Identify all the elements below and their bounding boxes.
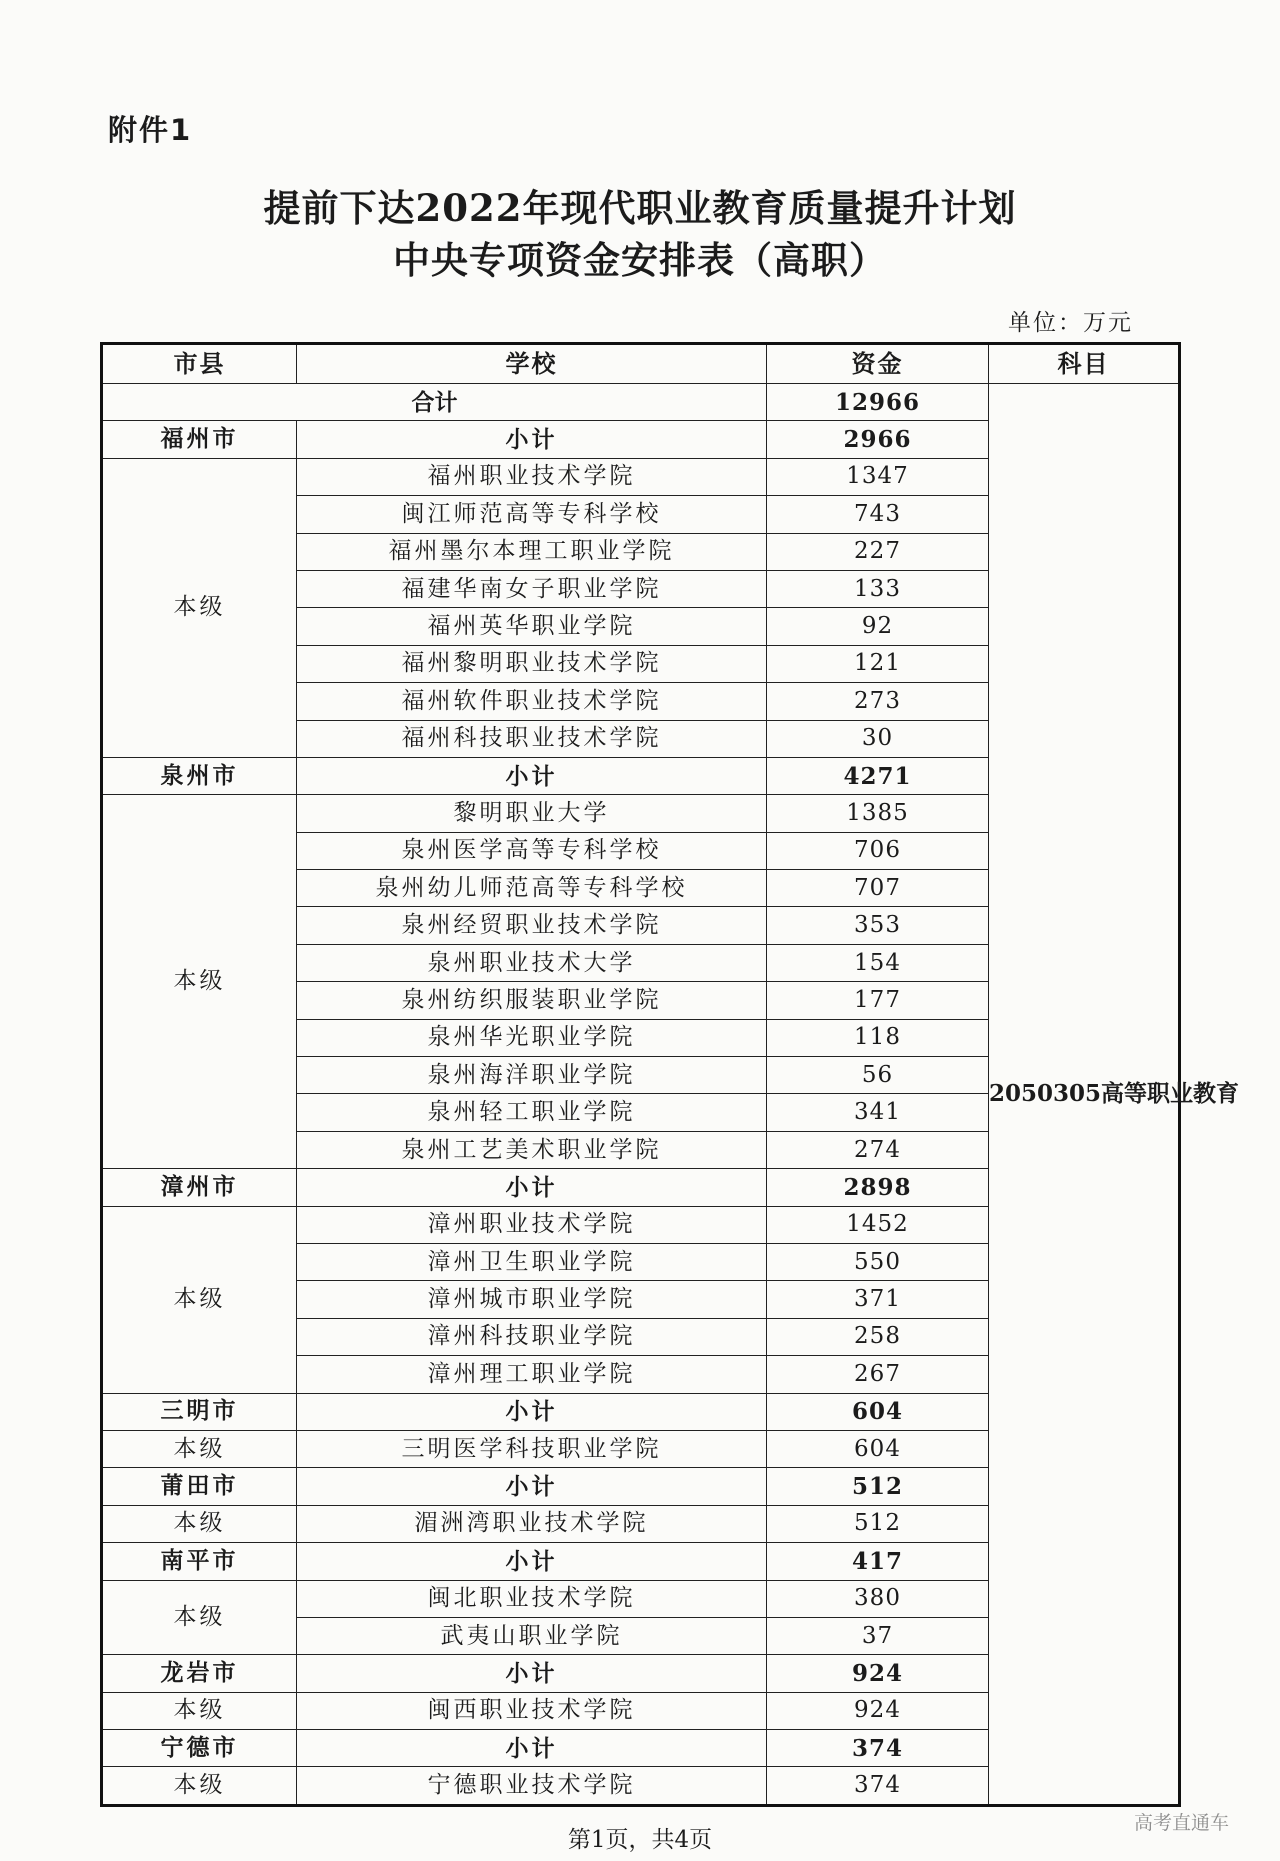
school-amount: 706 xyxy=(767,832,989,869)
school-name: 泉州轻工职业学院 xyxy=(297,1094,767,1131)
city-name: 三明市 xyxy=(102,1393,297,1430)
watermark: 高考直通车 xyxy=(1134,1812,1230,1834)
school-amount: 56 xyxy=(767,1057,989,1094)
school-name: 漳州职业技术学院 xyxy=(297,1206,767,1243)
city-name: 龙岩市 xyxy=(102,1655,297,1692)
school-amount: 604 xyxy=(767,1430,989,1467)
school-name: 福州职业技术学院 xyxy=(297,458,767,495)
school-name: 泉州纺织服装职业学院 xyxy=(297,982,767,1019)
school-name: 湄洲湾职业技术学院 xyxy=(297,1505,767,1542)
school-amount: 92 xyxy=(767,608,989,645)
school-amount: 227 xyxy=(767,533,989,570)
school-name: 泉州海洋职业学院 xyxy=(297,1057,767,1094)
school-amount: 274 xyxy=(767,1131,989,1168)
school-name: 宁德职业技术学院 xyxy=(297,1767,767,1805)
subtotal-label: 小计 xyxy=(297,1543,767,1580)
school-amount: 177 xyxy=(767,982,989,1019)
level-cell: 本级 xyxy=(102,1580,297,1655)
school-amount: 154 xyxy=(767,944,989,981)
subject-cell: 2050305高等职业教育 xyxy=(989,384,1180,1806)
subtotal-label: 小计 xyxy=(297,421,767,458)
school-name: 漳州卫生职业学院 xyxy=(297,1243,767,1280)
school-name: 福州软件职业技术学院 xyxy=(297,683,767,720)
school-name: 泉州职业技术大学 xyxy=(297,944,767,981)
school-amount: 707 xyxy=(767,870,989,907)
allocation-table xyxy=(100,342,1240,1807)
level-cell: 本级 xyxy=(102,795,297,1169)
column-header-subject: 科目 xyxy=(989,344,1180,384)
school-name: 闽西职业技术学院 xyxy=(297,1692,767,1729)
page-footer: 第1页，共4页 xyxy=(567,1827,713,1853)
school-name: 黎明职业大学 xyxy=(297,795,767,832)
school-name: 福州黎明职业技术学院 xyxy=(297,645,767,682)
total-label: 合计 xyxy=(102,384,767,421)
total-amount: 12966 xyxy=(767,384,989,421)
school-amount: 550 xyxy=(767,1243,989,1280)
school-name: 福州科技职业技术学院 xyxy=(297,720,767,757)
school-name: 闽江师范高等专科学校 xyxy=(297,496,767,533)
school-amount: 374 xyxy=(767,1767,989,1805)
school-amount: 267 xyxy=(767,1356,989,1393)
school-name: 泉州幼儿师范高等专科学校 xyxy=(297,870,767,907)
school-amount: 1385 xyxy=(767,795,989,832)
subtotal-amount: 374 xyxy=(767,1730,989,1767)
total-row xyxy=(102,384,1180,421)
school-name: 漳州理工职业学院 xyxy=(297,1356,767,1393)
level-cell: 本级 xyxy=(102,1430,297,1467)
school-amount: 924 xyxy=(767,1692,989,1729)
school-name: 福建华南女子职业学院 xyxy=(297,570,767,607)
subtotal-label: 小计 xyxy=(297,1393,767,1430)
subtotal-amount: 417 xyxy=(767,1543,989,1580)
school-amount: 341 xyxy=(767,1094,989,1131)
level-cell: 本级 xyxy=(102,1767,297,1805)
school-amount: 30 xyxy=(767,720,989,757)
school-amount: 121 xyxy=(767,645,989,682)
document-title-line-1: 提前下达2022年现代职业教育质量提升计划 xyxy=(263,186,1017,230)
level-cell: 本级 xyxy=(102,1206,297,1393)
level-cell: 本级 xyxy=(102,1692,297,1729)
subtotal-label: 小计 xyxy=(297,1655,767,1692)
city-name: 漳州市 xyxy=(102,1169,297,1206)
school-amount: 512 xyxy=(767,1505,989,1542)
school-name: 武夷山职业学院 xyxy=(297,1617,767,1654)
subtotal-label: 小计 xyxy=(297,1169,767,1206)
school-amount: 371 xyxy=(767,1281,989,1318)
city-name: 宁德市 xyxy=(102,1730,297,1767)
school-name: 泉州工艺美术职业学院 xyxy=(297,1131,767,1168)
level-cell: 本级 xyxy=(102,458,297,757)
attachment-label: 附件1 xyxy=(108,113,193,147)
school-amount: 1452 xyxy=(767,1206,989,1243)
city-name: 福州市 xyxy=(102,421,297,458)
school-amount: 380 xyxy=(767,1580,989,1617)
school-amount: 118 xyxy=(767,1019,989,1056)
school-name: 泉州经贸职业技术学院 xyxy=(297,907,767,944)
subtotal-amount: 924 xyxy=(767,1655,989,1692)
school-amount: 133 xyxy=(767,570,989,607)
school-amount: 258 xyxy=(767,1318,989,1355)
subtotal-amount: 2966 xyxy=(767,421,989,458)
city-name: 泉州市 xyxy=(102,757,297,794)
school-name: 漳州城市职业学院 xyxy=(297,1281,767,1318)
subtotal-amount: 4271 xyxy=(767,757,989,794)
school-amount: 743 xyxy=(767,496,989,533)
school-name: 泉州医学高等专科学校 xyxy=(297,832,767,869)
city-name: 莆田市 xyxy=(102,1468,297,1505)
school-amount: 273 xyxy=(767,683,989,720)
subtotal-label: 小计 xyxy=(297,757,767,794)
school-name: 泉州华光职业学院 xyxy=(297,1019,767,1056)
subtotal-amount: 604 xyxy=(767,1393,989,1430)
school-name: 三明医学科技职业学院 xyxy=(297,1430,767,1467)
school-name: 福州墨尔本理工职业学院 xyxy=(297,533,767,570)
school-amount: 353 xyxy=(767,907,989,944)
unit-label: 单位：万元 xyxy=(1008,310,1133,336)
column-header-school: 学校 xyxy=(297,344,767,384)
column-header-city: 市县 xyxy=(102,344,297,384)
subtotal-label: 小计 xyxy=(297,1730,767,1767)
level-cell: 本级 xyxy=(102,1505,297,1542)
school-name: 闽北职业技术学院 xyxy=(297,1580,767,1617)
document-title-line-2: 中央专项资金安排表（高职） xyxy=(393,238,887,282)
column-header-amount: 资金 xyxy=(767,344,989,384)
school-amount: 1347 xyxy=(767,458,989,495)
school-name: 福州英华职业学院 xyxy=(297,608,767,645)
school-amount: 37 xyxy=(767,1617,989,1654)
table-body xyxy=(102,384,1240,1806)
table-header-row xyxy=(102,344,1180,384)
subtotal-label: 小计 xyxy=(297,1468,767,1505)
city-name: 南平市 xyxy=(102,1543,297,1580)
subtotal-amount: 512 xyxy=(767,1468,989,1505)
subtotal-amount: 2898 xyxy=(767,1169,989,1206)
school-name: 漳州科技职业学院 xyxy=(297,1318,767,1355)
